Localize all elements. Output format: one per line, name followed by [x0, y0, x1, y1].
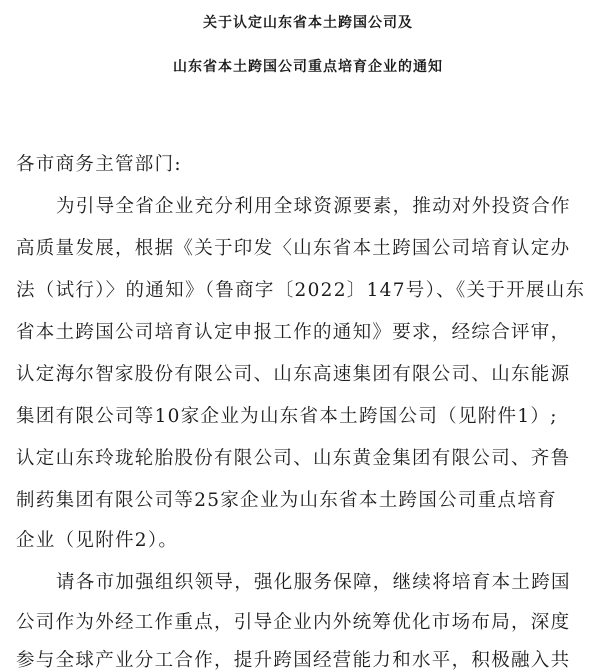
paragraph-2-line: 请各市加强组织领导，强化服务保障，继续将培育本土跨国	[56, 572, 571, 593]
paragraph-2-line: 公司作为外经工作重点，引导企业内外统筹优化市场布局，深度	[16, 612, 571, 633]
paragraph-1-line: 集团有限公司等10家企业为山东省本土跨国公司（见附件1）;	[16, 406, 558, 427]
paragraph-1-line: 省本土跨国公司培育认定申报工作的通知》要求，经综合评审，	[16, 322, 571, 343]
paragraph-1-line: 高质量发展，根据《关于印发〈山东省本土跨国公司培育认定办	[16, 238, 571, 259]
document-title-line-1: 关于认定山东省本土跨国公司及	[203, 15, 413, 31]
document-title-line-2: 山东省本土跨国公司重点培育企业的通知	[173, 59, 443, 75]
paragraph-1-line: 法（试行）〉的通知》（鲁商字〔2022〕147号）、《关于开展山东	[16, 280, 586, 301]
paragraph-1-line: 企业（见附件2）。	[16, 530, 179, 551]
paragraph-1-line: 为引导全省企业充分利用全球资源要素，推动对外投资合作	[56, 196, 571, 217]
paragraph-1-line: 认定海尔智家股份有限公司、山东高速集团有限公司、山东能源	[16, 364, 571, 385]
salutation: 各市商务主管部门:	[16, 154, 182, 175]
paragraph-2-line: 参与全球产业分工合作，提升跨国经营能力和水平，积极融入共	[16, 650, 571, 671]
paragraph-1-line: 制药集团有限公司等25家企业为山东省本土跨国公司重点培育	[16, 490, 557, 511]
paragraph-1-line: 认定山东玲珑轮胎股份有限公司、山东黄金集团有限公司、齐鲁	[16, 448, 571, 469]
